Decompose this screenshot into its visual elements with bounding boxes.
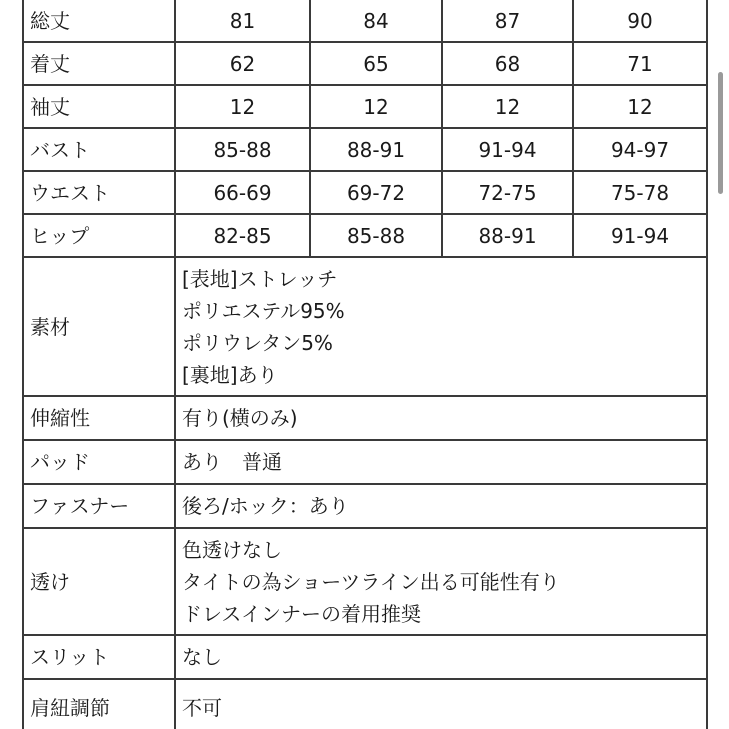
scrollbar-thumb[interactable] (718, 72, 723, 194)
row-label: 着丈 (23, 42, 175, 85)
table-row-pad (23, 440, 707, 484)
table-cell: 69-72 (310, 171, 442, 214)
table-row-sleeve (23, 85, 707, 128)
table-row-strap-adjust (23, 679, 707, 729)
table-cell: 94-97 (573, 128, 707, 171)
table-cell: 62 (175, 42, 310, 85)
table-cell: 75-78 (573, 171, 707, 214)
sheer-value (175, 528, 707, 635)
table-cell: 12 (573, 85, 707, 128)
sheer-line: タイトの為ショーツライン出る可能性有り (182, 569, 560, 594)
table-cell: 71 (573, 42, 707, 85)
table-row-fastener (23, 484, 707, 528)
table-row-stretch (23, 396, 707, 440)
sheer-line: ドレスインナーの着用推奨 (182, 601, 421, 626)
row-label: ウエスト (23, 171, 175, 214)
material-line: ポリウレタン5% (182, 330, 333, 355)
table-cell: 82-85 (175, 214, 310, 257)
row-label: 素材 (23, 257, 175, 396)
table-row-length (23, 42, 707, 85)
material-line: ポリエステル95% (182, 298, 345, 323)
table-cell: 66-69 (175, 171, 310, 214)
table-row-waist (23, 171, 707, 214)
row-label: 肩紐調節 (23, 679, 175, 729)
row-label: 透け (23, 528, 175, 635)
table-row-slit (23, 635, 707, 679)
row-label: バスト (23, 128, 175, 171)
table-cell: 72-75 (442, 171, 573, 214)
table-cell: 12 (310, 85, 442, 128)
row-label: ファスナー (23, 484, 175, 528)
table-row-total-length (23, 0, 707, 42)
strap-adjust-value: 不可 (175, 679, 707, 729)
material-line: [表地]ストレッチ (182, 266, 338, 291)
fastener-value: 後ろ/ホック：あり (175, 484, 707, 528)
row-label: パッド (23, 440, 175, 484)
table-cell: 68 (442, 42, 573, 85)
material-value (175, 257, 707, 396)
table-row-hip (23, 214, 707, 257)
stretch-value: 有り(横のみ) (175, 396, 707, 440)
size-table (22, 0, 708, 729)
sheer-line: 色透けなし (182, 537, 282, 562)
table-cell: 12 (442, 85, 573, 128)
table-cell: 87 (442, 0, 573, 42)
table-cell: 85-88 (175, 128, 310, 171)
table-cell: 81 (175, 0, 310, 42)
table-cell: 85-88 (310, 214, 442, 257)
row-label: スリット (23, 635, 175, 679)
table-row-bust (23, 128, 707, 171)
table-cell: 65 (310, 42, 442, 85)
table-cell: 88-91 (442, 214, 573, 257)
row-label: 総丈 (23, 0, 175, 42)
table-cell: 91-94 (573, 214, 707, 257)
table-cell: 91-94 (442, 128, 573, 171)
slit-value: なし (175, 635, 707, 679)
table-cell: 84 (310, 0, 442, 42)
table-row-sheer (23, 528, 707, 635)
row-label: 伸縮性 (23, 396, 175, 440)
table-cell: 90 (573, 0, 707, 42)
table-cell: 88-91 (310, 128, 442, 171)
material-line: [裏地]あり (182, 362, 278, 387)
pad-value: あり 普通 (175, 440, 707, 484)
table-row-material (23, 257, 707, 396)
row-label: 袖丈 (23, 85, 175, 128)
table-cell: 12 (175, 85, 310, 128)
row-label: ヒップ (23, 214, 175, 257)
